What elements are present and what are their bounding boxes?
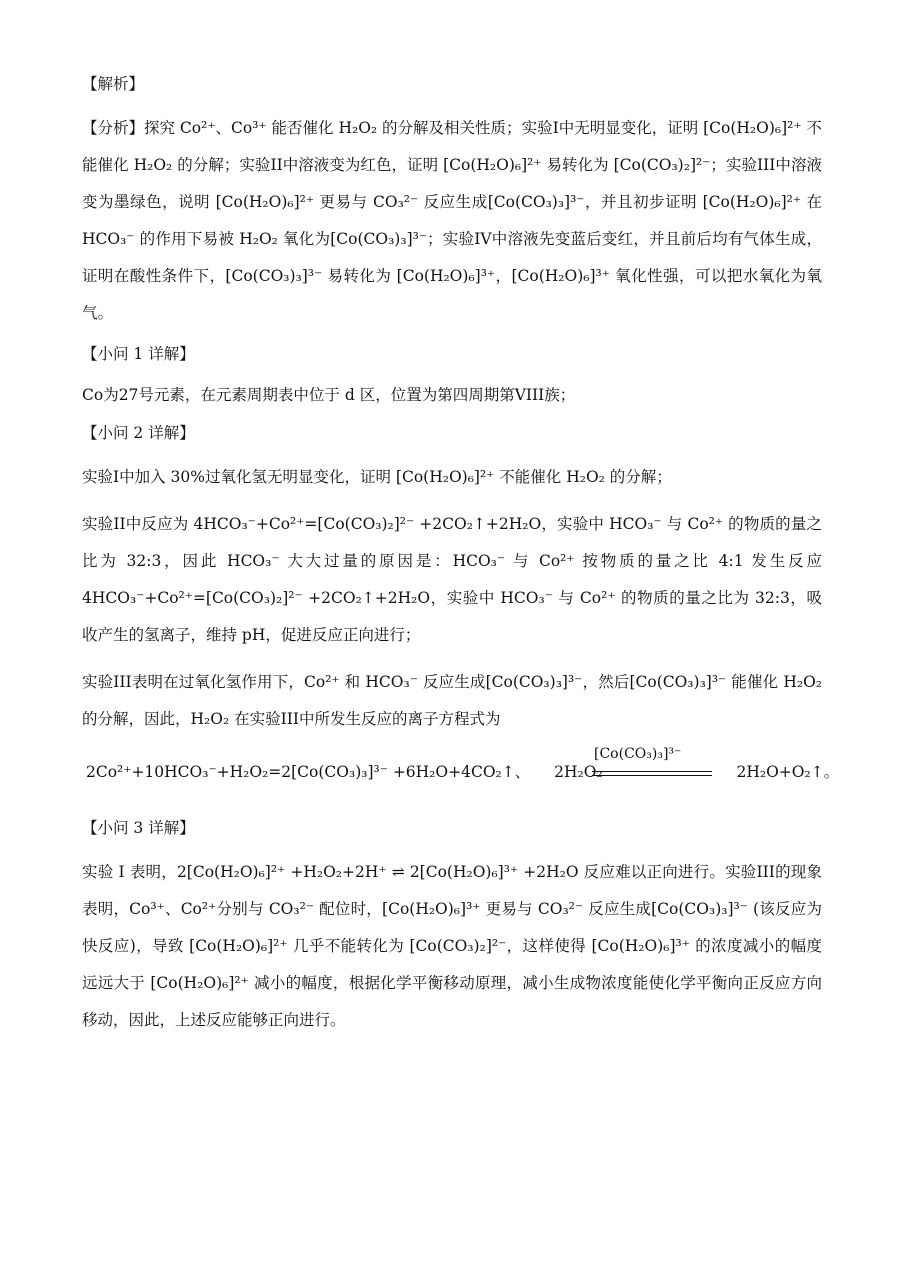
equation-2-catalyst: [Co(CO₃)₃]³⁻: [594, 746, 682, 762]
equation-1: 2Co²⁺+10HCO₃⁻+H₂O₂=2[Co(CO₃)₃]³⁻ +6H₂O+4CO₂↑、: [86, 763, 531, 781]
equation-2-left: 2H₂O₂: [554, 763, 603, 781]
analysis-paragraph: 【分析】探究 Co²⁺、Co³⁺ 能否催化 H₂O₂ 的分解及相关性质；实验I中无明显变化，证明 [Co(H₂O)₆]²⁺ 不能催化 H₂O₂ 的分解；实验II中溶液变为红色，证明 [Co(H₂O)₆]²⁺ 易转化为 [Co(CO₃)₂]²⁻；实验III中溶液变为墨绿色，说明 [Co(H₂O)₆]²⁺ 更易与 CO₃²⁻ 反应生成[Co(CO₃)₃]³⁻，并且初步证明 [Co(H₂O)₆]²⁺ 在 HCO₃⁻ 的作用下易被 H₂O₂ 氧化为[Co(CO₃)₃]³⁻；实验IV中溶液先变蓝后变红，并且前后均有气体生成，证明在酸性条件下，[Co(CO₃)₃]³⁻ 易转化为 [Co(H₂O)₆]³⁺，[Co(H₂O)₆]³⁺ 氧化性强，可以把水氧化为氧气。: [82, 119, 822, 322]
analysis-heading: 【解析】: [82, 75, 145, 93]
equation-line: [86, 746, 840, 788]
q2-paragraph-b: 实验II中反应为 4HCO₃⁻+Co²⁺=[Co(CO₃)₂]²⁻ +2CO₂↑+2H₂O，实验中 HCO₃⁻ 与 Co²⁺ 的物质的量之比为 32:3，因此 HCO₃⁻ 大大过量的原因是：HCO₃⁻ 与 Co²⁺ 按物质的量之比 4:1 发生反应 4HCO₃⁻+Co²⁺=[Co(CO₃)₂]²⁻ +2CO₂↑+2H₂O，实验中 HCO₃⁻ 与 Co²⁺ 的物质的量之比为 32:3，吸收产生的氢离子，维持 pH，促进反应正向进行；: [82, 515, 822, 644]
q1-paragraph: Co为27号元素，在元素周期表中位于 d 区，位置为第四周期第VIII族；: [82, 386, 576, 404]
equation-2-equals-sign: [592, 771, 712, 776]
q2-paragraph-c: 实验III表明在过氧化氢作用下，Co²⁺ 和 HCO₃⁻ 反应生成[Co(CO₃)₃]³⁻，然后[Co(CO₃)₃]³⁻ 能催化 H₂O₂ 的分解，因此，H₂O₂ 在实验III中所发生反应的离子方程式为: [82, 673, 822, 728]
q3-heading: 【小问 3 详解】: [82, 819, 195, 837]
q1-heading: 【小问 1 详解】: [82, 345, 195, 363]
q2-heading: 【小问 2 详解】: [82, 424, 195, 442]
q2-paragraph-a: 实验I中加入 30%过氧化氢无明显变化，证明 [Co(H₂O)₆]²⁺ 不能催化 H₂O₂ 的分解；: [82, 468, 672, 486]
equation-2-right: 2H₂O+O₂↑。: [736, 763, 840, 781]
q3-paragraph: 实验 I 表明，2[Co(H₂O)₆]²⁺ +H₂O₂+2H⁺ ⇌ 2[Co(H₂O)₆]³⁺ +2H₂O 反应难以正向进行。实验III的现象表明，Co³⁺、Co²⁺分别与 CO₃²⁻ 配位时，[Co(H₂O)₆]³⁺ 更易与 CO₃²⁻ 反应生成[Co(CO₃)₃]³⁻ (该反应为快反应)，导致 [Co(H₂O)₆]²⁺ 几乎不能转化为 [Co(CO₃)₂]²⁻，这样使得 [Co(H₂O)₆]³⁺ 的浓度减小的幅度远远大于 [Co(H₂O)₆]²⁺ 减小的幅度，根据化学平衡移动原理，减小生成物浓度能使化学平衡向正反应方向移动，因此，上述反应能够正向进行。: [82, 863, 822, 1029]
